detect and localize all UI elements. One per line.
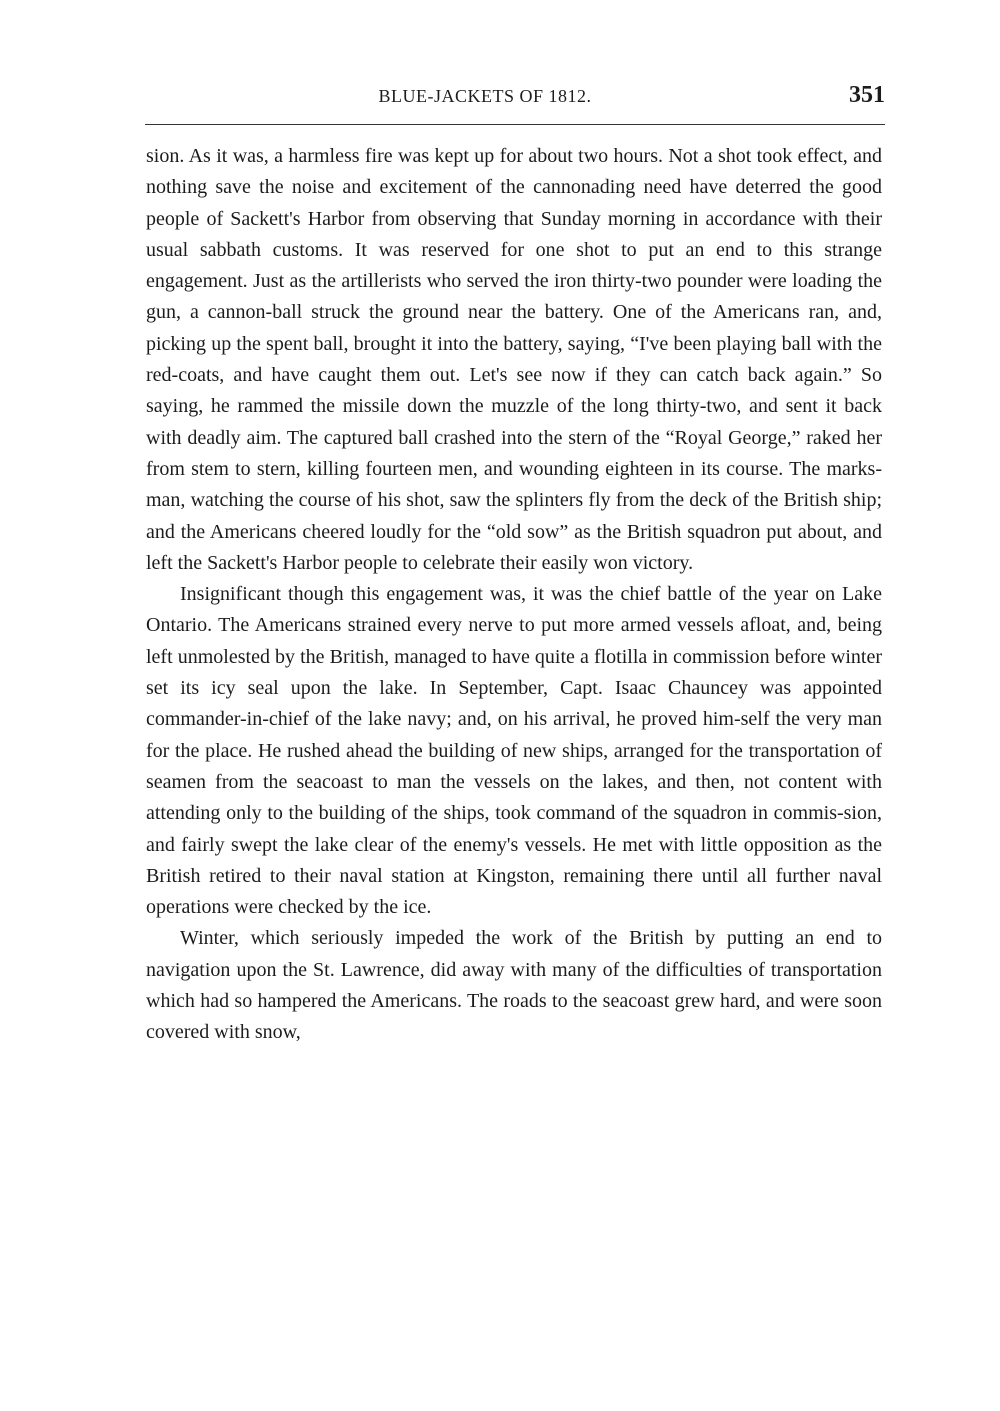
- running-title: BLUE-JACKETS OF 1812.: [378, 86, 592, 106]
- paragraph-continued: sion. As it was, a harmless fire was kept up for about two hours. Not a shot took effect, and nothing save the noise and excitement of the cannonading need have deterred the good people of Sackett's Harbor from observing that Sunday morning in accordance with their usual sabbath customs. It was reserved for one shot to put an end to this strange engagement. Just as the artillerists who served the iron thirty-two pounder were loading the gun, a cannon-ball struck the ground near the battery. One of the Americans ran, and, picking up the spent ball, brought it into the battery, saying, “I've been playing ball with the red-coats, and have caught them out. Let's see now if they can catch back again.” So saying, he rammed the missile down the muzzle of the long thirty-two, and sent it back with deadly aim. The captured ball crashed into the stern of the “Royal George,” raked her from stem to stern, killing fourteen men, and wounding eighteen in its course. The marks-man, watching the course of his shot, saw the splinters fly from the deck of the British ship; and the Americans cheered loudly for the “old sow” as the British squadron put about, and left the Sackett's Harbor people to celebrate their easily won victory.: [146, 145, 882, 574]
- body-text: [146, 141, 882, 1049]
- paragraph: Insignificant though this engagement was, it was the chief battle of the year on Lake Ontario. The Americans strained every nerve to put more armed vessels afloat, and, being left unmolested by the British, managed to have quite a flotilla in commission before winter set its icy seal upon the lake. In September, Capt. Isaac Chauncey was appointed commander-in-chief of the lake navy; and, on his arrival, he proved him-self the very man for the place. He rushed ahead the building of new ships, arranged for the transportation of seamen from the seacoast to man the vessels on the lakes, and then, not content with attending only to the building of the ships, took command of the squadron in commis-sion, and fairly swept the lake clear of the enemy's vessels. He met with little opposition as the British retired to their naval station at Kingston, remaining there until all further naval operations were checked by the ice.: [146, 583, 882, 919]
- paragraph: Winter, which seriously impeded the work of the British by putting an end to navigation upon the St. Lawrence, did away with many of the difficulties of transportation which had so hampered the Americans. The roads to the seacoast grew hard, and were soon covered with snow,: [146, 927, 882, 1044]
- running-head: [145, 84, 885, 114]
- header-rule: [145, 124, 885, 125]
- page-number: 351: [849, 82, 885, 108]
